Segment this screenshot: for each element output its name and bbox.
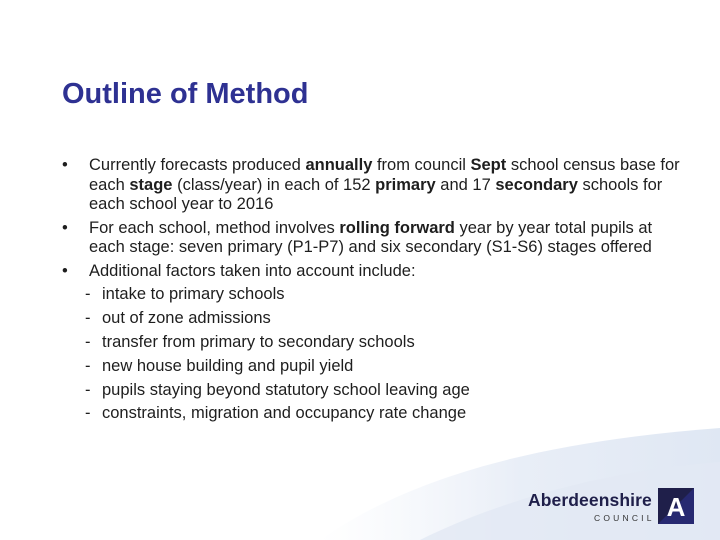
factor-item — [85, 309, 692, 329]
text-run: year by year total pupils at each stage: seven primary (P1-P7) and six secondary (S1-S6) stages offered — [89, 218, 653, 256]
factor-text: pupils staying beyond statutory school leaving age — [102, 380, 470, 399]
factor-text: constraints, migration and occupancy rate change — [102, 404, 467, 423]
bullet-text — [89, 219, 652, 257]
dash-marker: - — [85, 404, 91, 423]
text-run: Currently forecasts produced — [89, 156, 306, 174]
text-run: Additional factors taken into account include: — [89, 261, 416, 280]
bold-text: Sept — [470, 156, 507, 174]
factor-item — [85, 357, 692, 377]
dash-marker: - — [85, 332, 91, 351]
dash-marker: - — [85, 356, 91, 375]
logo-council-text: COUNCIL — [594, 513, 655, 523]
text-run: school census base for each — [89, 156, 680, 194]
logo-mark-letter: A — [666, 492, 686, 522]
text-run: and 17 — [435, 175, 496, 194]
bullet-forecasts — [62, 156, 692, 215]
text-run: For each school, method involves — [89, 218, 340, 237]
dash-marker: - — [85, 285, 91, 303]
factor-item — [85, 381, 692, 401]
bullet-marker: • — [62, 156, 68, 174]
bullet-additional-factors — [62, 262, 692, 282]
bullet-marker: • — [62, 261, 68, 280]
bullet-marker: • — [62, 218, 68, 237]
factor-text: transfer from primary to secondary schools — [102, 332, 415, 351]
dash-marker: - — [85, 308, 91, 327]
text-run: schools for each school year to 2016 — [89, 175, 663, 213]
factor-item — [85, 404, 692, 424]
factor-text: out of zone admissions — [102, 308, 271, 327]
text-run: from council — [372, 156, 471, 174]
factor-text: new house building and pupil yield — [102, 356, 354, 375]
factor-item — [85, 333, 692, 353]
slide-title: Outline of Method — [62, 78, 309, 110]
factor-list — [62, 285, 692, 424]
bold-text: primary — [375, 175, 436, 194]
dash-marker: - — [85, 380, 91, 399]
logo-name: Aberdeenshire — [528, 490, 652, 510]
text-run: (class/year) in each of 152 — [172, 175, 376, 194]
bold-text: stage — [129, 175, 173, 194]
logo-mark-icon — [658, 488, 694, 524]
bullet-text — [89, 262, 416, 280]
bold-text: rolling forward — [339, 218, 455, 237]
slide-body — [62, 156, 692, 428]
factor-text: intake to primary schools — [102, 285, 285, 303]
factor-item — [85, 285, 692, 305]
aberdeenshire-council-logo — [528, 488, 698, 528]
bullet-text — [89, 156, 680, 213]
bold-text: annually — [305, 156, 373, 174]
bullet-method — [62, 219, 692, 258]
bold-text: secondary — [495, 175, 578, 194]
